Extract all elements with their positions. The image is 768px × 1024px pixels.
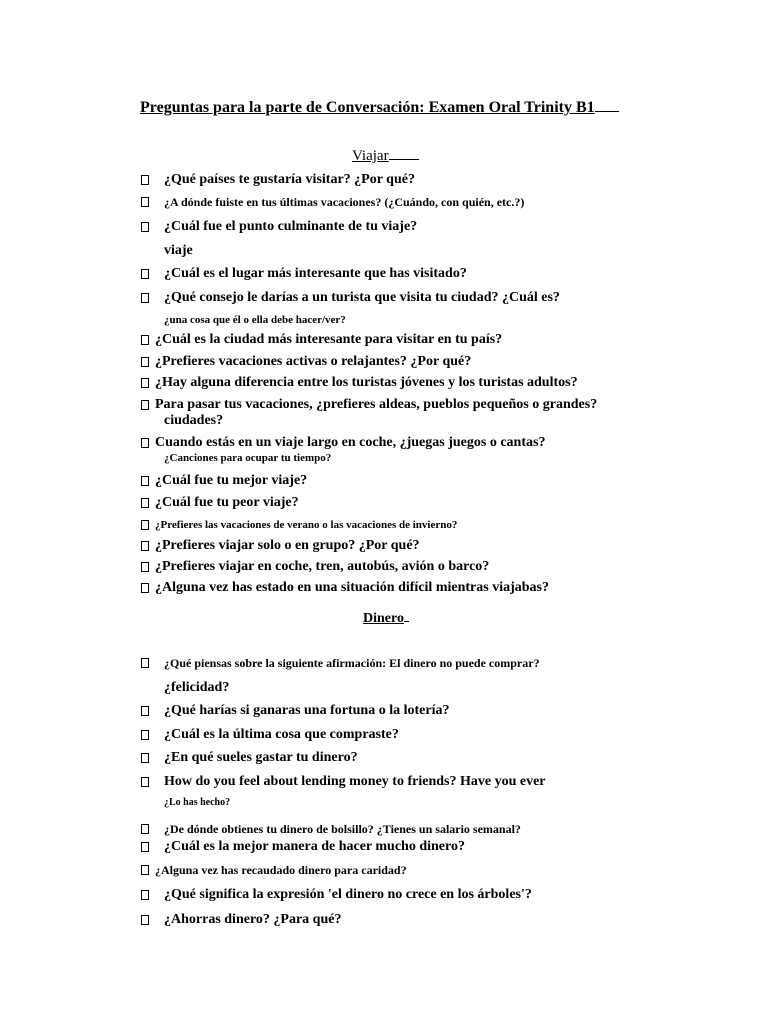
list-item-continuation: ¿felicidad? — [164, 680, 230, 695]
bullet-icon — [141, 824, 149, 834]
section-heading-viajar: Viajar — [352, 147, 419, 165]
bullet-icon — [141, 197, 149, 207]
bullet-icon — [141, 175, 149, 185]
bullet-icon — [141, 730, 149, 740]
list-item-continuation: ¿Canciones para ocupar tu tiempo? — [164, 452, 332, 464]
bullet-icon — [141, 378, 149, 388]
bullet-icon — [141, 335, 149, 345]
bullet-icon — [141, 438, 149, 448]
list-item-continuation: ¿Lo has hecho? — [164, 797, 231, 808]
list-item-continuation: ¿una cosa que él o ella debe hacer/ver? — [164, 314, 346, 326]
bullet-icon — [141, 498, 149, 508]
bullet-icon — [141, 293, 149, 303]
bullet-icon — [141, 541, 149, 551]
bullet-icon — [141, 842, 149, 852]
bullet-icon — [141, 753, 149, 763]
bullet-icon — [141, 890, 149, 900]
bullet-icon — [141, 520, 149, 530]
bullet-icon — [141, 269, 149, 279]
list-item-continuation: viaje — [164, 243, 193, 258]
bullet-icon — [141, 357, 149, 367]
bullet-icon — [141, 562, 149, 572]
bullet-icon — [141, 400, 149, 410]
bullet-icon — [141, 915, 149, 925]
document-title: Preguntas para la parte de Conversación: Examen Oral Trinity B1 — [140, 97, 619, 117]
bullet-icon — [141, 658, 149, 668]
bullet-icon — [141, 777, 149, 787]
bullet-icon — [141, 706, 149, 716]
bullet-icon — [141, 476, 149, 486]
bullet-icon — [141, 583, 149, 593]
bullet-icon — [141, 865, 149, 875]
list-item-continuation: ciudades? — [164, 413, 224, 428]
section-heading-dinero: Dinero — [363, 609, 409, 627]
bullet-icon — [141, 222, 149, 232]
